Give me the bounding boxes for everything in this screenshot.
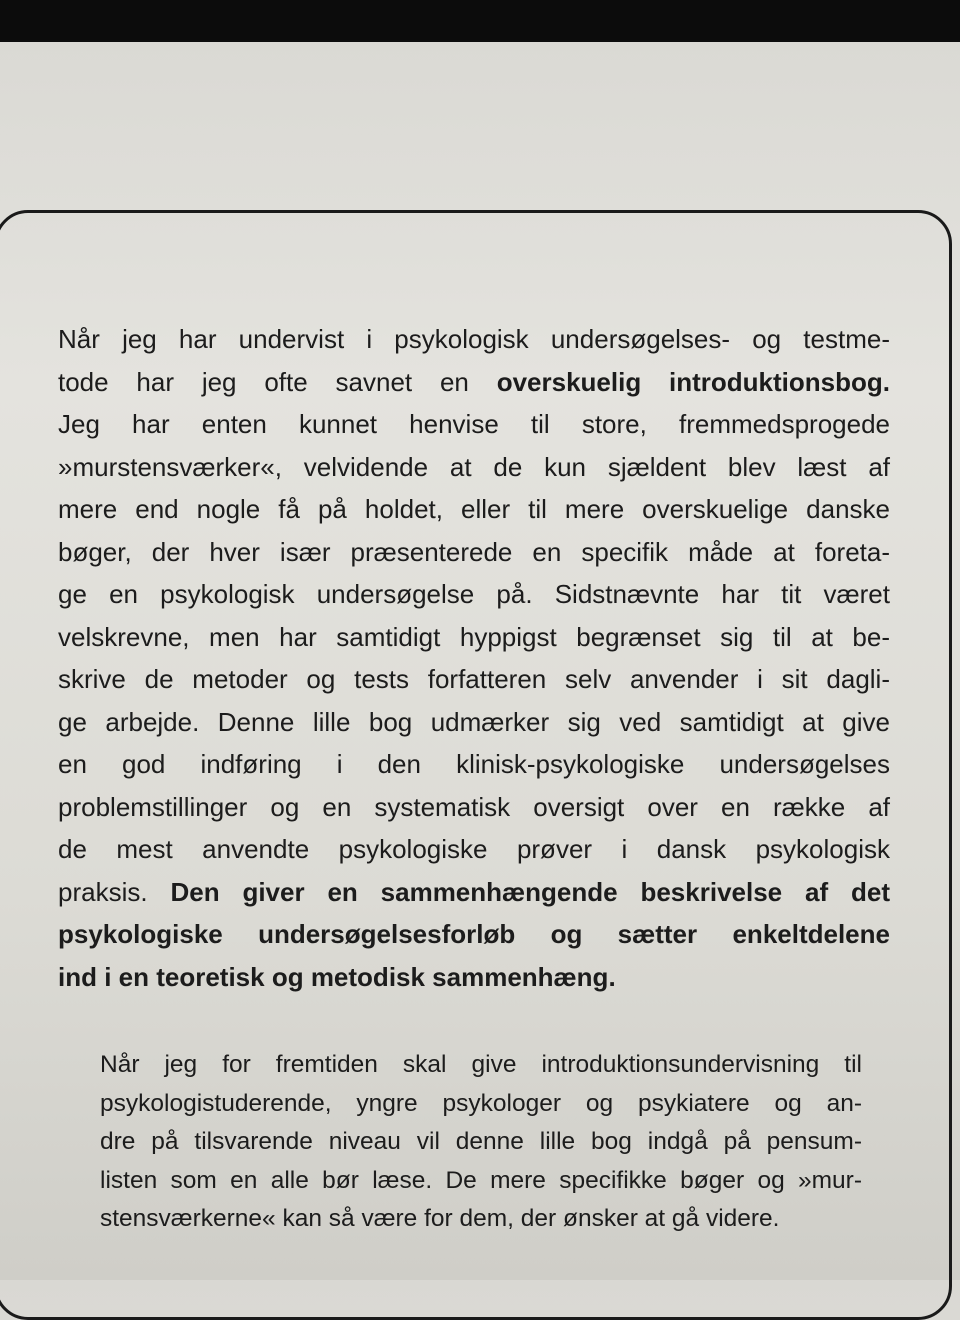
bold-text: Den giver en sammenhængende beskrivelse af det: [170, 876, 890, 907]
text-line: [58, 956, 890, 999]
text-segment: Når jeg for fremtiden skal give introduktionsundervisning til: [100, 1051, 862, 1078]
text-segment: dre på tilsvarende niveau vil denne lille bog indgå på pensum-: [100, 1128, 862, 1155]
text-line: [58, 361, 890, 404]
text-segment: praksis.: [58, 876, 171, 907]
text-segment: ge arbejde. Denne lille bog udmærker sig ved samtidigt at give: [58, 706, 890, 737]
text-segment: Jeg har enten kunnet henvise til store, fremmedsprogede: [58, 409, 890, 439]
text-line: [100, 1046, 862, 1085]
text-line: [58, 658, 890, 701]
text-line: [58, 701, 890, 744]
text-line: [58, 531, 890, 574]
text-segment: tode har jeg ofte savnet en: [58, 366, 497, 397]
text-line: [58, 446, 890, 489]
bold-text: overskuelig introduktionsbog.: [496, 366, 890, 397]
text-segment: »murstensværker«, velvidende at de kun sjældent blev læst af: [58, 451, 890, 482]
text-line: [100, 1085, 862, 1124]
text-line: [58, 616, 890, 659]
text-segment: velskrevne, men har samtidigt hyppigst begrænset sig til at be-: [58, 621, 890, 652]
text-segment: listen som en alle bør læse. De mere specifikke bøger og »mur-: [100, 1166, 862, 1194]
text-line: [100, 1162, 862, 1201]
text-line: [58, 786, 890, 829]
text-segment: skrive de metoder og tests forfatteren selv anvender i sit dagli-: [58, 664, 890, 694]
text-segment: ge en psykologisk undersøgelse på. Sidstnævnte har tit været: [58, 579, 890, 609]
text-segment: bøger, der hver især præsenterede en specifik måde at foreta-: [58, 536, 890, 567]
bold-text: ind i en teoretisk og metodisk sammenhæng.: [58, 961, 616, 992]
dark-top-edge: [0, 0, 960, 42]
text-line: [100, 1123, 862, 1162]
text-segment: en god indføring i den klinisk-psykologiske undersøgelses: [58, 749, 890, 779]
text-line: [58, 871, 890, 914]
paragraph-1: [58, 318, 890, 998]
paragraph-2: [100, 1046, 862, 1239]
bold-text: psykologiske undersøgelsesforløb og sætter enkeltdelene: [58, 919, 890, 949]
text-segment: problemstillinger og en systematisk oversigt over en række af: [58, 791, 890, 822]
text-segment: de mest anvendte psykologiske prøver i dansk psykologisk: [58, 834, 890, 864]
text-segment: psykologistuderende, yngre psykologer og psykiatere og an-: [100, 1089, 862, 1117]
text-line: [58, 318, 890, 361]
text-line: [58, 573, 890, 616]
text-segment: Når jeg har undervist i psykologisk undersøgelses- og testme-: [58, 324, 890, 354]
text-line: [58, 828, 890, 871]
text-segment: mere end nogle få på holdet, eller til mere overskuelige danske: [58, 494, 890, 524]
text-line: [58, 488, 890, 531]
text-line: [58, 403, 890, 446]
text-segment: stensværkerne« kan så være for dem, der ønsker at gå videre.: [100, 1205, 780, 1232]
text-line: [58, 743, 890, 786]
text-line: [58, 913, 890, 956]
text-line: [100, 1200, 862, 1239]
